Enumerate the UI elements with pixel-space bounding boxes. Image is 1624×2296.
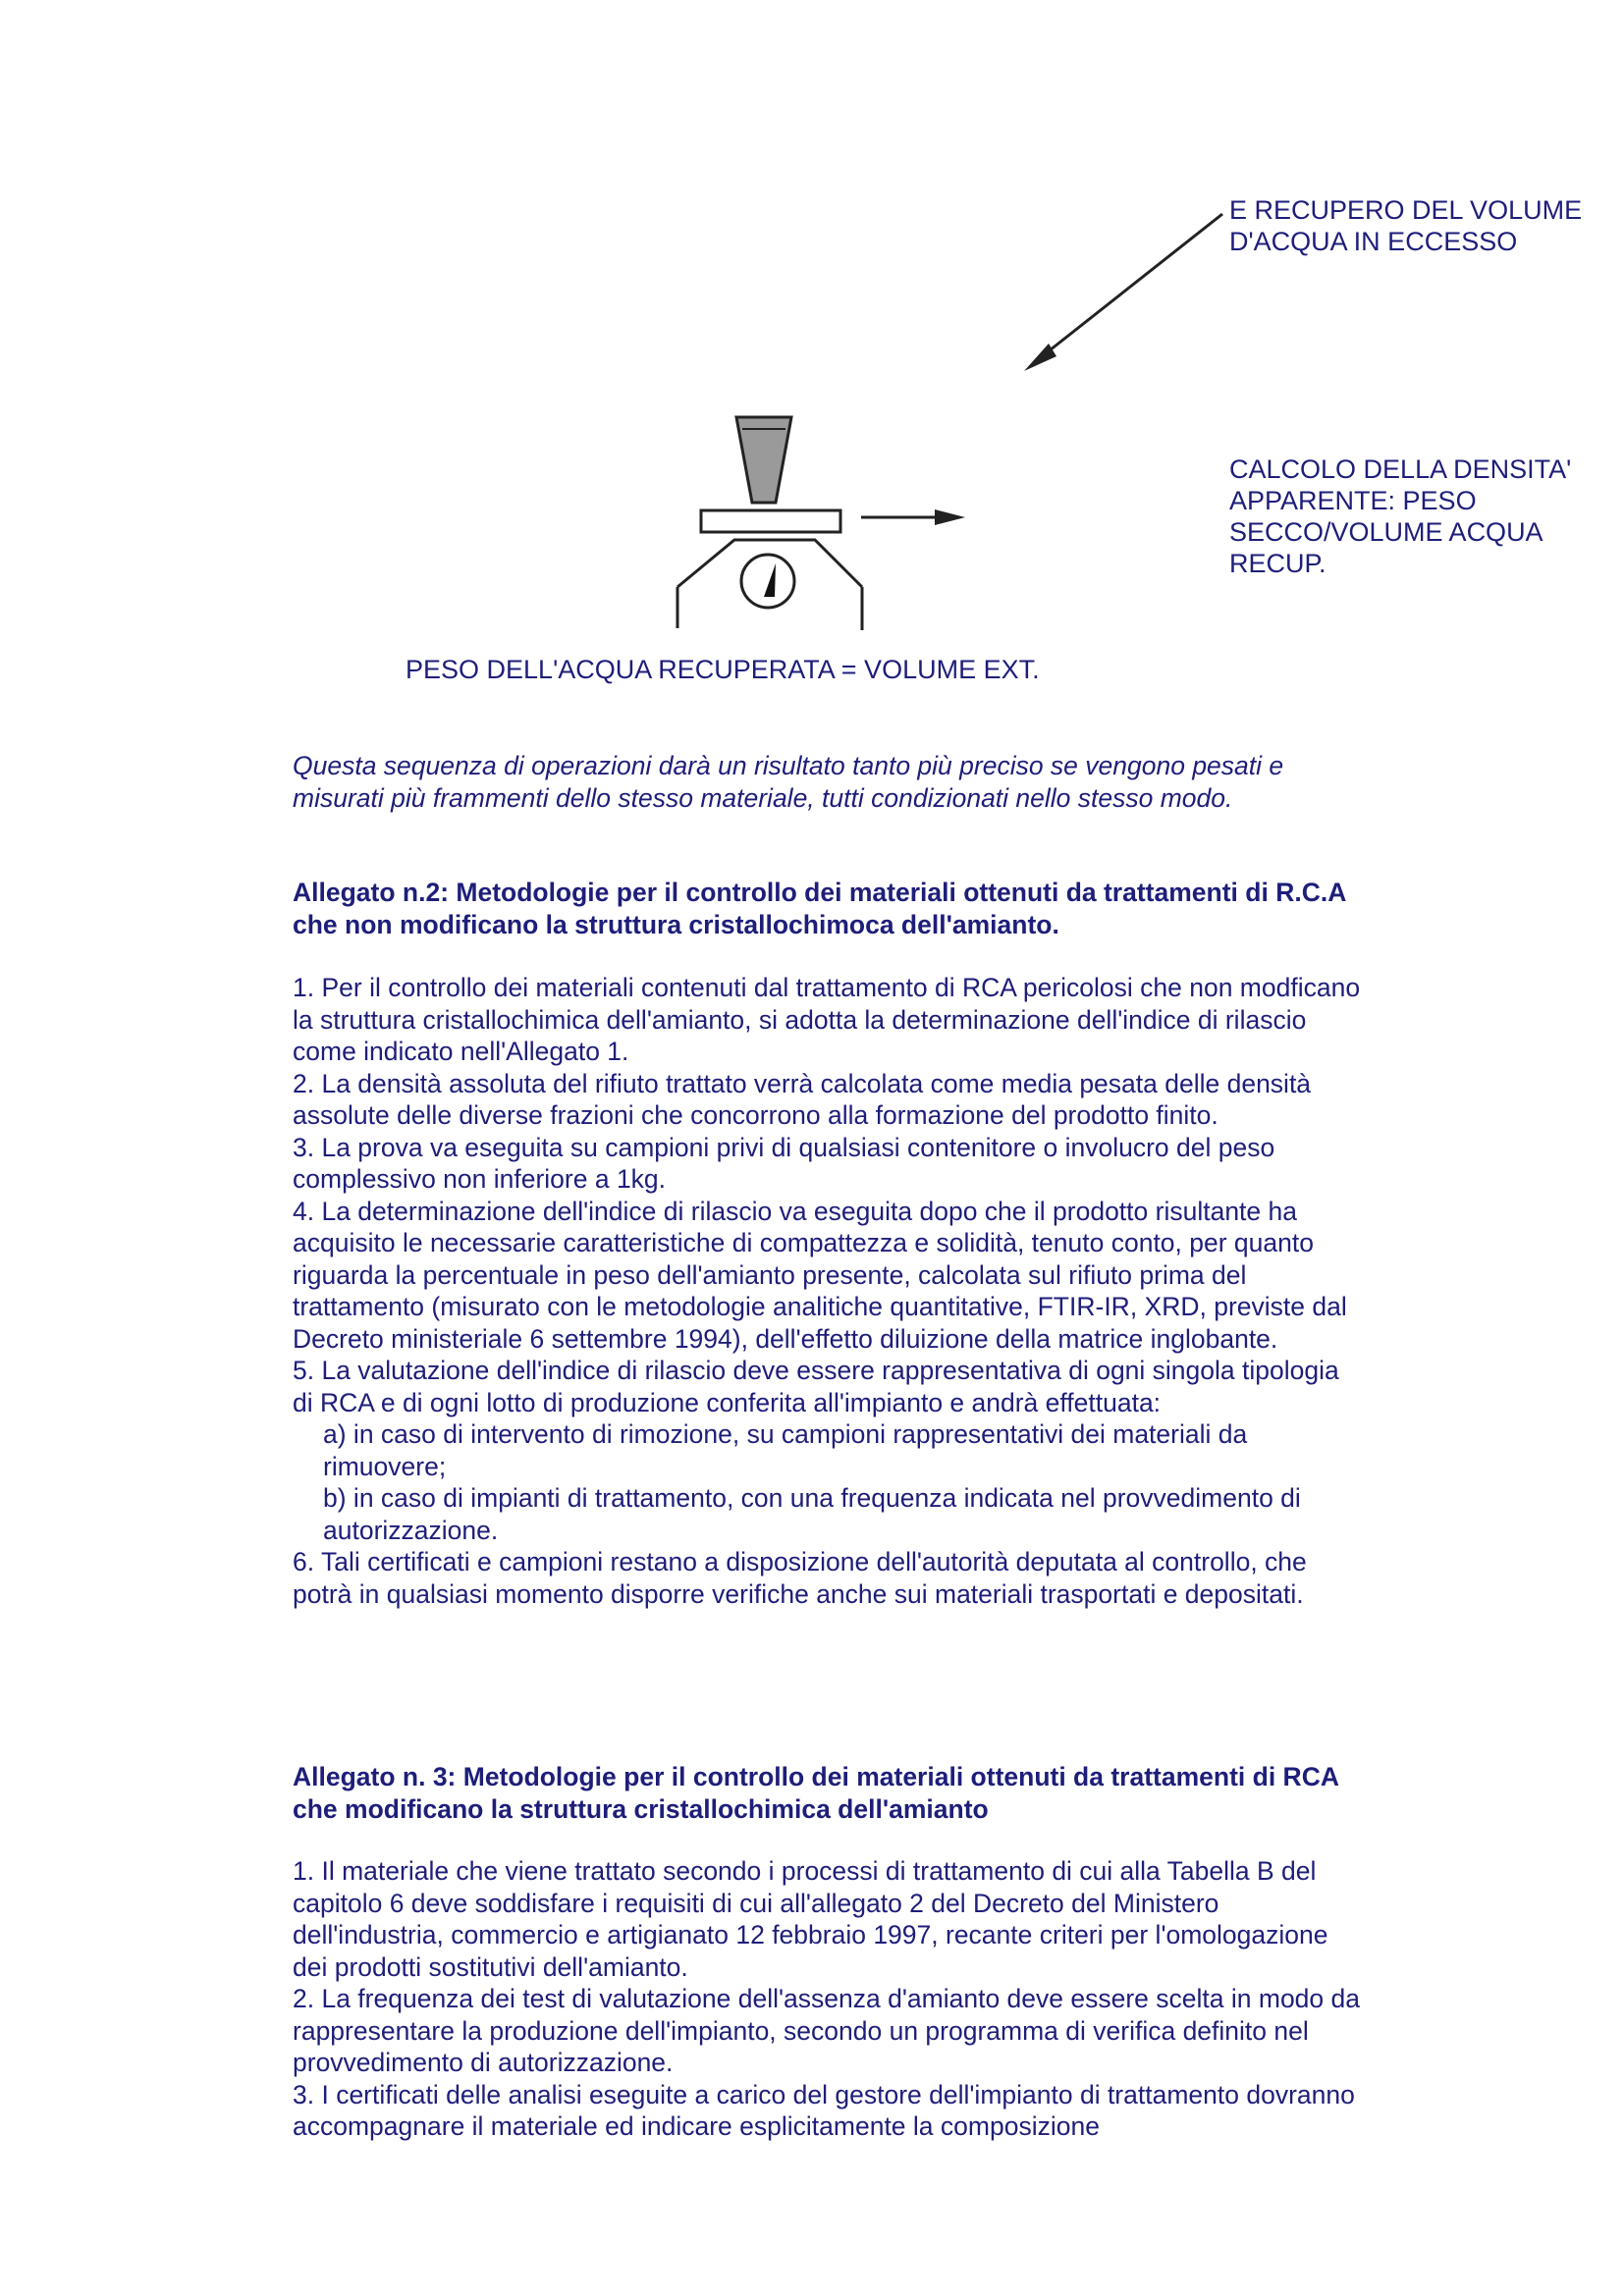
list-subitem: b) in caso di impianti di trattamento, con una frequenza indicata nel provvedimento di autorizzazione. <box>323 1483 1301 1545</box>
allegato-2-heading: Allegato n.2: Metodologie per il controllo dei materiali ottenuti da trattamenti di R.C.A che non modificano la struttura cristallochimoca dell'amianto. <box>293 878 1346 939</box>
process-figure <box>0 0 1624 707</box>
list-item: 5. La valutazione dell'indice di rilascio deve essere rappresentativa di ogni singola tipologia di RCA e di ogni lotto di produzione conferita all'impianto e andrà effettuata: <box>293 1356 1339 1417</box>
allegato-2-list <box>293 972 1363 1610</box>
list-item: 3. I certificati delle analisi eseguite a carico del gestore dell'impianto di trattamento dovranno accompagnare il materiale ed indicare esplicitamente la composizione <box>293 2079 1355 2141</box>
label-recupero-volume: E RECUPERO DEL VOLUME D'ACQUA IN ECCESSO <box>1229 195 1583 256</box>
arrow-right-icon <box>861 509 965 525</box>
note-paragraph: Questa sequenza di operazioni darà un risultato tanto più preciso se vengono pesati e misurati più frammenti dello stesso materiale, tutti condizionati nello stesso modo. <box>293 751 1284 813</box>
list-item: 1. Il materiale che viene trattato secondo i processi di trattamento di cui alla Tabella B del capitolo 6 deve soddisfare i requisiti di cui all'allegato 2 del Decreto del Ministero dell'industria, commercio e artigianato 12 febbraio 1997, recante criteri per l'omologazione dei prodotti sostitutivi dell'amianto. <box>293 1856 1328 1982</box>
figure-caption: PESO DELL'ACQUA RECUPERATA = VOLUME EXT. <box>406 655 1040 684</box>
allegato-3-list <box>293 1855 1363 2143</box>
list-subitem: a) in caso di intervento di rimozione, su campioni rappresentativi dei materiali da rimuovere; <box>323 1419 1248 1481</box>
list-item: 1. Per il controllo dei materiali contenuti dal trattamento di RCA pericolosi che non modficano la struttura cristallochimica dell'amianto, si adotta la determinazione dell'indice di rilascio come indicato nell'Allegato 1. <box>293 973 1361 1066</box>
list-item: 2. La densità assoluta del rifiuto trattato verrà calcolata come media pesata delle densità assolute delle diverse frazioni che concorrono alla formazione del prodotto finito. <box>293 1068 1312 1130</box>
list-item: 2. La frequenza dei test di valutazione dell'assenza d'amianto deve essere scelta in modo da rappresentare la produzione dell'impianto, secondo un programma di verifica definito nel provvedimento di autorizzazione. <box>293 1984 1360 2077</box>
allegato-3-heading: Allegato n. 3: Metodologie per il controllo dei materiali ottenuti da trattamenti di RCA che modificano la struttura cristallochimica dell'amianto <box>293 1762 1338 1824</box>
list-item: 3. La prova va eseguita su campioni privi di qualsiasi contenitore o involucro del peso complessivo non inferiore a 1kg. <box>293 1132 1275 1194</box>
list-item: 4. La determinazione dell'indice di rilascio va eseguita dopo che il prodotto risultante ha acquisito le necessarie caratteristiche di compattezza e solidità, tenuto conto, per quanto riguarda la percentuale in peso dell'amianto presente, calcolata sul rifiuto prima del trattamento (misurato con le metodologie analitiche quantitative, FTIR-IR, XRD, previste dal Decreto ministeriale 6 settembre 1994), dell'effetto diluizione della matrice inglobante. <box>293 1196 1347 1354</box>
beaker-icon <box>736 417 791 503</box>
list-item: 6. Tali certificati e campioni restano a disposizione dell'autorità deputata al controllo, che potrà in qualsiasi momento disporre verifiche anche sui materiali trasportati e depositati. <box>293 1547 1307 1609</box>
label-calcolo-densita: CALCOLO DELLA DENSITA' APPARENTE: PESO SECCO/VOLUME ACQUA RECUP. <box>1229 454 1572 578</box>
scale-icon <box>677 510 862 630</box>
arrow-diagonal-icon <box>1024 214 1222 371</box>
